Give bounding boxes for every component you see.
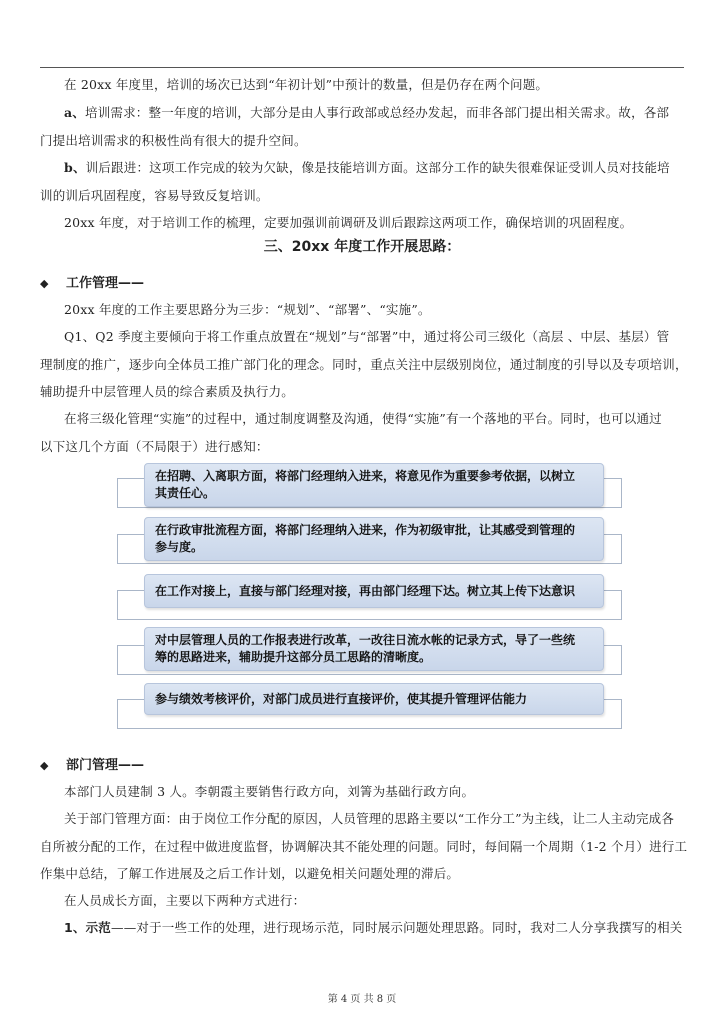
intro-paragraph: 在 20xx 年度里，培训的场次已达到“年初计划”中预计的数量，但是仍存在两个问题。 (64, 77, 549, 92)
box-item: 在招聘、入离职方面，将部门经理纳入进来，将意见作为重要参考依据，以树立 其责任心。 (144, 463, 604, 507)
page-footer: 第 4 页 共 8 页 (327, 994, 397, 1005)
box-item: 参与绩效考核评价，对部门成员进行直接评价，使其提升管理评估能力 (144, 683, 604, 715)
box-item: 在工作对接上，直接与部门经理对接，再由部门经理下达。树立其上传下达意识 (144, 574, 604, 608)
training-summary-paragraph: 20xx 年度，对于培训工作的梳理，定要加强训前调研及训后跟踪这两项工作，确保培训的巩固程度。 (64, 215, 633, 230)
diamond-bullet-icon: ◆ (40, 759, 49, 772)
dept-mgmt-paragraph-4: 1、示范——对于一些工作的处理，进行现场示范，同时展示问题处理思路。同时，我对二人分享我撰写的相关 (64, 920, 683, 935)
dept-mgmt-paragraph-1: 本部门人员建制 3 人。李朝霞主要销售行政方向，刘箐为基础行政方向。 (64, 784, 475, 799)
header-rule (40, 67, 684, 68)
training-followup-paragraph: b、训后跟进：这项工作完成的较为欠缺，像是技能培训方面。这部分工作的缺失很难保证受训人员对技能培 训的训后巩固程度，容易导致反复培训。 (40, 160, 670, 203)
work-mgmt-paragraph-2: Q1、Q2 季度主要倾向于将工作重点放置在“规划”与“部署”中，通过将公司三级化（高层 、中层、基层）管 理制度的推广，逐步向全体员工推广部门化的理念。同时，重点关注中层级别岗位，通过制度的引导以及专项培训， 辅助提升中层管理人员的综合素质及执行力。 (40, 329, 688, 399)
dept-mgmt-paragraph-2: 关于部门管理方面：由于岗位工作分配的原因，人员管理的思路主要以“工作分工”为主线，让二人主动完成各 自所被分配的工作，在过程中做进度监督，协调解决其不能处理的问题。同时，每间隔一个周期（1-2 个月）进行工 作集中总结，了解工作进展及之后工作计划，以避免相关问题处理的滞后。 (40, 811, 688, 881)
box-item: 在行政审批流程方面，将部门经理纳入进来，作为初级审批，让其感受到管理的 参与度。 (144, 517, 604, 561)
work-mgmt-paragraph-1: 20xx 年度的工作主要思路分为三步：“规划”、“部署”、“实施”。 (64, 302, 431, 317)
dept-mgmt-paragraph-3: 在人员成长方面，主要以下两种方式进行： (64, 893, 306, 908)
training-needs-paragraph: a、培训需求：整一年度的培训，大部分是由人事行政部或总经办发起，而非各部门提出相关需求。故，各部 门提出培训需求的积极性尚有很大的提升空间。 (40, 105, 670, 148)
work-mgmt-title: ◆ 工作管理—— (40, 273, 144, 295)
section-heading: 三、20xx 年度工作开展思路： (263, 239, 461, 255)
work-mgmt-paragraph-3: 在将三级化管理“实施”的过程中，通过制度调整及沟通，使得“实施”有一个落地的平台。同时，也可以通过 以下这几个方面（不局限于）进行感知： (40, 411, 662, 454)
box-item: 对中层管理人员的工作报表进行改革，一改往日流水帐的记录方式，导了一些统 筹的思路进来，辅助提升这部分员工思路的清晰度。 (144, 627, 604, 671)
diamond-bullet-icon: ◆ (40, 277, 49, 290)
dept-mgmt-title: ◆ 部门管理—— (40, 755, 144, 777)
